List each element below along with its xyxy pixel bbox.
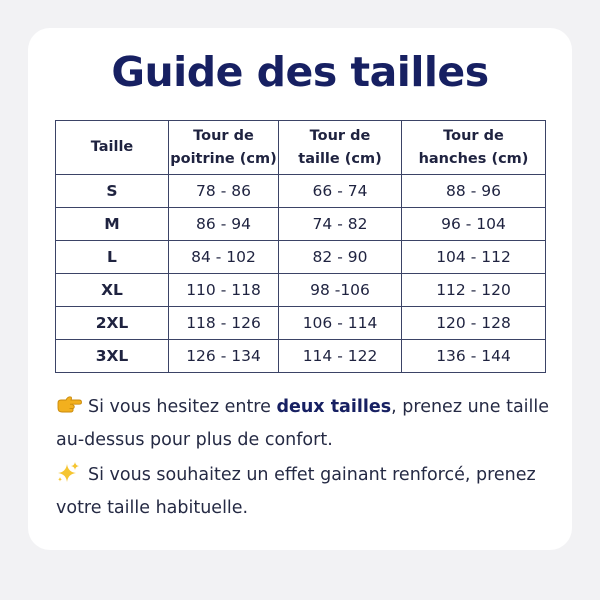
cell-hips: 112 - 120 <box>402 274 546 307</box>
cell-waist: 74 - 82 <box>279 208 402 241</box>
cell-size: 3XL <box>56 340 169 373</box>
cell-chest: 84 - 102 <box>169 241 279 274</box>
header-hips <box>402 121 546 175</box>
header-size <box>56 121 169 175</box>
cell-size: L <box>56 241 169 274</box>
cell-chest: 78 - 86 <box>169 175 279 208</box>
tip-shapewear-effect <box>56 460 556 523</box>
cell-hips: 104 - 112 <box>402 241 546 274</box>
cell-chest: 86 - 94 <box>169 208 279 241</box>
table-row <box>56 241 546 274</box>
tip1-text-end: , prenez une taille au-dessus pour plus de confort. <box>56 397 550 450</box>
header-chest-line1: Tour de <box>193 127 254 144</box>
header-chest-line2: poitrine (cm) <box>170 150 277 167</box>
cell-waist: 66 - 74 <box>279 175 402 208</box>
page-title: Guide des tailles <box>111 48 489 96</box>
tip1-text-start: Si vous hesitez entre <box>88 397 277 417</box>
cell-hips: 136 - 144 <box>402 340 546 373</box>
table-row <box>56 307 546 340</box>
cell-hips: 120 - 128 <box>402 307 546 340</box>
table-row <box>56 208 546 241</box>
tip2-text: Si vous souhaitez un effet gainant renforcé, prenez votre taille habituelle. <box>56 465 536 518</box>
sparkles-icon <box>56 461 82 493</box>
cell-hips: 96 - 104 <box>402 208 546 241</box>
header-waist <box>279 121 402 175</box>
pointing-hand-icon <box>56 395 82 425</box>
table-row <box>56 340 546 373</box>
table-row <box>56 274 546 307</box>
header-chest <box>169 121 279 175</box>
tip-two-sizes <box>56 392 556 455</box>
header-size-label: Taille <box>90 139 134 155</box>
table-row <box>56 175 546 208</box>
cell-waist: 82 - 90 <box>279 241 402 274</box>
header-hips-line2: hanches (cm) <box>418 150 529 167</box>
cell-size: XL <box>56 274 169 307</box>
cell-chest: 126 - 134 <box>169 340 279 373</box>
cell-size: S <box>56 175 169 208</box>
tip1-emphasis: deux tailles <box>276 397 392 417</box>
cell-chest: 110 - 118 <box>169 274 279 307</box>
cell-hips: 88 - 96 <box>402 175 546 208</box>
cell-waist: 98 -106 <box>279 274 402 307</box>
size-table <box>55 120 546 373</box>
header-waist-line1: Tour de <box>309 127 371 144</box>
cell-chest: 118 - 126 <box>169 307 279 340</box>
cell-waist: 106 - 114 <box>279 307 402 340</box>
header-waist-line2: taille (cm) <box>298 150 382 167</box>
table-header-row <box>56 121 546 175</box>
cell-size: M <box>56 208 169 241</box>
header-hips-line1: Tour de <box>443 127 504 144</box>
cell-waist: 114 - 122 <box>279 340 402 373</box>
cell-size: 2XL <box>56 307 169 340</box>
